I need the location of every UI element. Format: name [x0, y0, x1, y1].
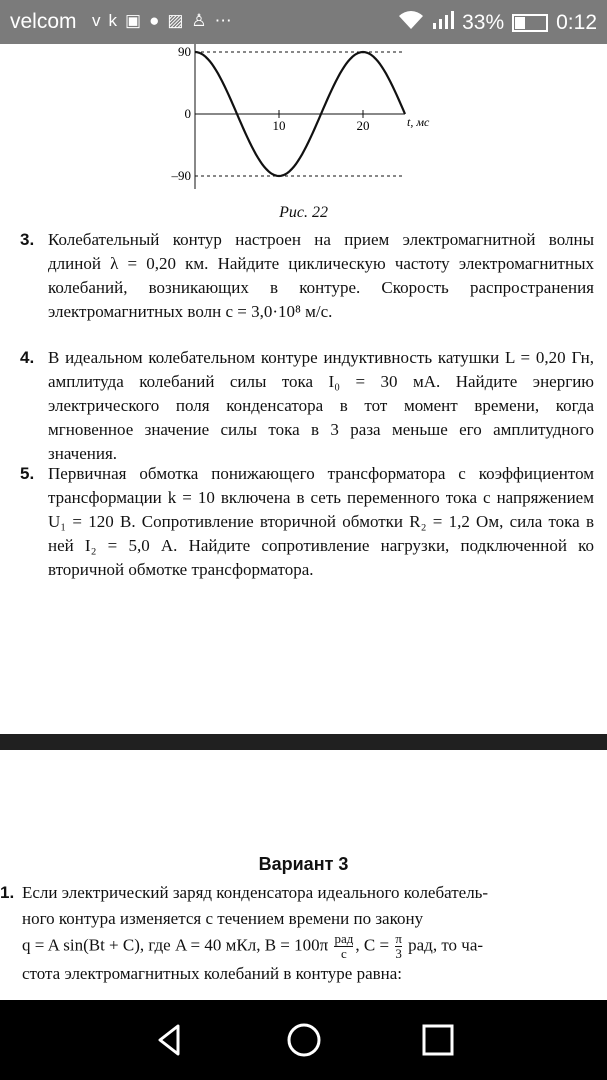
problem-number: 4. — [20, 348, 35, 367]
vk-icon: vk — [92, 11, 125, 30]
problem-text: В идеальном колебательном контуре индуктивность катушки L = 0,20 Гн, амплитуда колебаний силы тока I₀ = 30 мА. Найдите энергию электрического поля конденсатора в тот момент времени, когда мгновенное значение силы тока в 3 раза меньше его амплитудного значения. — [48, 348, 594, 463]
formula-part: , C = — [355, 935, 390, 955]
recents-button[interactable] — [418, 1020, 458, 1060]
variant-title: Вариант 3 — [258, 854, 349, 874]
x-axis-label: t, мс — [407, 115, 430, 129]
problem-3 — [22, 228, 594, 324]
signal-icon — [432, 10, 454, 36]
more-icon: ⋯ — [214, 11, 240, 30]
sim-icon: ▣ — [125, 11, 150, 30]
battery-fill — [515, 17, 525, 29]
x-tick-label: 20 — [356, 118, 370, 133]
formula-part: q = A sin(Bt + C), где A = 40 мКл, B = 100π — [22, 935, 329, 955]
battery-percent: 33% — [462, 11, 505, 34]
problem-line-4: стота электромагнитных колебаний в контуре равна: — [22, 964, 403, 983]
clean-icon: ♙ — [191, 11, 215, 30]
fraction-pi-over-3 — [395, 932, 402, 961]
home-button[interactable] — [284, 1020, 324, 1060]
problem-text: Колебательный контур настроен на прием электромагнитной волны длиной λ = 0,20 км. Найдите циклическую частоту электромагнитных колебаний, возникающих в контуре. Скорость распространения электромагнитных волн c = 3,0·10⁸ м/с. — [48, 230, 594, 321]
notification-icons — [92, 11, 240, 31]
fraction-denominator: с — [341, 946, 347, 961]
problem-number: 5. — [20, 464, 35, 483]
y-tick-label: 0 — [184, 106, 191, 121]
problem-4 — [22, 346, 594, 466]
status-right — [398, 10, 597, 36]
fraction-numerator: рад — [334, 931, 354, 946]
problem-line-2: ного контура изменяется с течением времени по закону — [22, 909, 424, 928]
fraction-numerator: π — [395, 931, 402, 946]
problem-line-1: Если электрический заряд конденсатора идеального колебатель- — [22, 883, 489, 902]
carrier-name: velcom — [10, 10, 77, 33]
x-tick-label: 10 — [272, 118, 286, 133]
document-page-1[interactable] — [0, 44, 607, 734]
fraction-rad-per-s — [334, 932, 353, 961]
problem-5 — [22, 462, 594, 582]
figure-caption: Рис. 22 — [279, 204, 328, 221]
wifi-icon — [398, 10, 424, 36]
page-separator — [0, 734, 607, 750]
oscillation-chart — [160, 44, 460, 194]
image-icon: ▨ — [167, 11, 192, 30]
formula-part: рад, то ча- — [408, 935, 484, 955]
problem-text: Первичная обмотка понижающего трансформатора с коэффициентом трансформации k = 10 включена в сеть переменного тока с напряжением U₁ = 120 В. Сопротивление вторичной обмотки R₂ = 1,2 Ом, сила тока в ней I₂ = 5,0 А. Найдите сопротивление нагрузки, подключенной ко вторичной обмотке трансформатора. — [48, 464, 594, 579]
clock: 0:12 — [556, 11, 597, 34]
chat-icon: ● — [149, 11, 168, 30]
y-tick-label: 90 — [178, 44, 191, 59]
problem-number: 1. — [0, 883, 15, 902]
problem-number: 3. — [20, 230, 35, 249]
back-button[interactable] — [150, 1020, 190, 1060]
battery-icon — [512, 14, 548, 32]
document-page-2[interactable] — [0, 750, 607, 1000]
y-tick-label: –90 — [171, 168, 191, 183]
variant-problem-1 — [0, 880, 580, 987]
fraction-denominator: 3 — [395, 946, 402, 961]
navigation-bar — [0, 1000, 607, 1080]
status-bar — [0, 0, 607, 44]
problem-line-3 — [22, 932, 580, 961]
